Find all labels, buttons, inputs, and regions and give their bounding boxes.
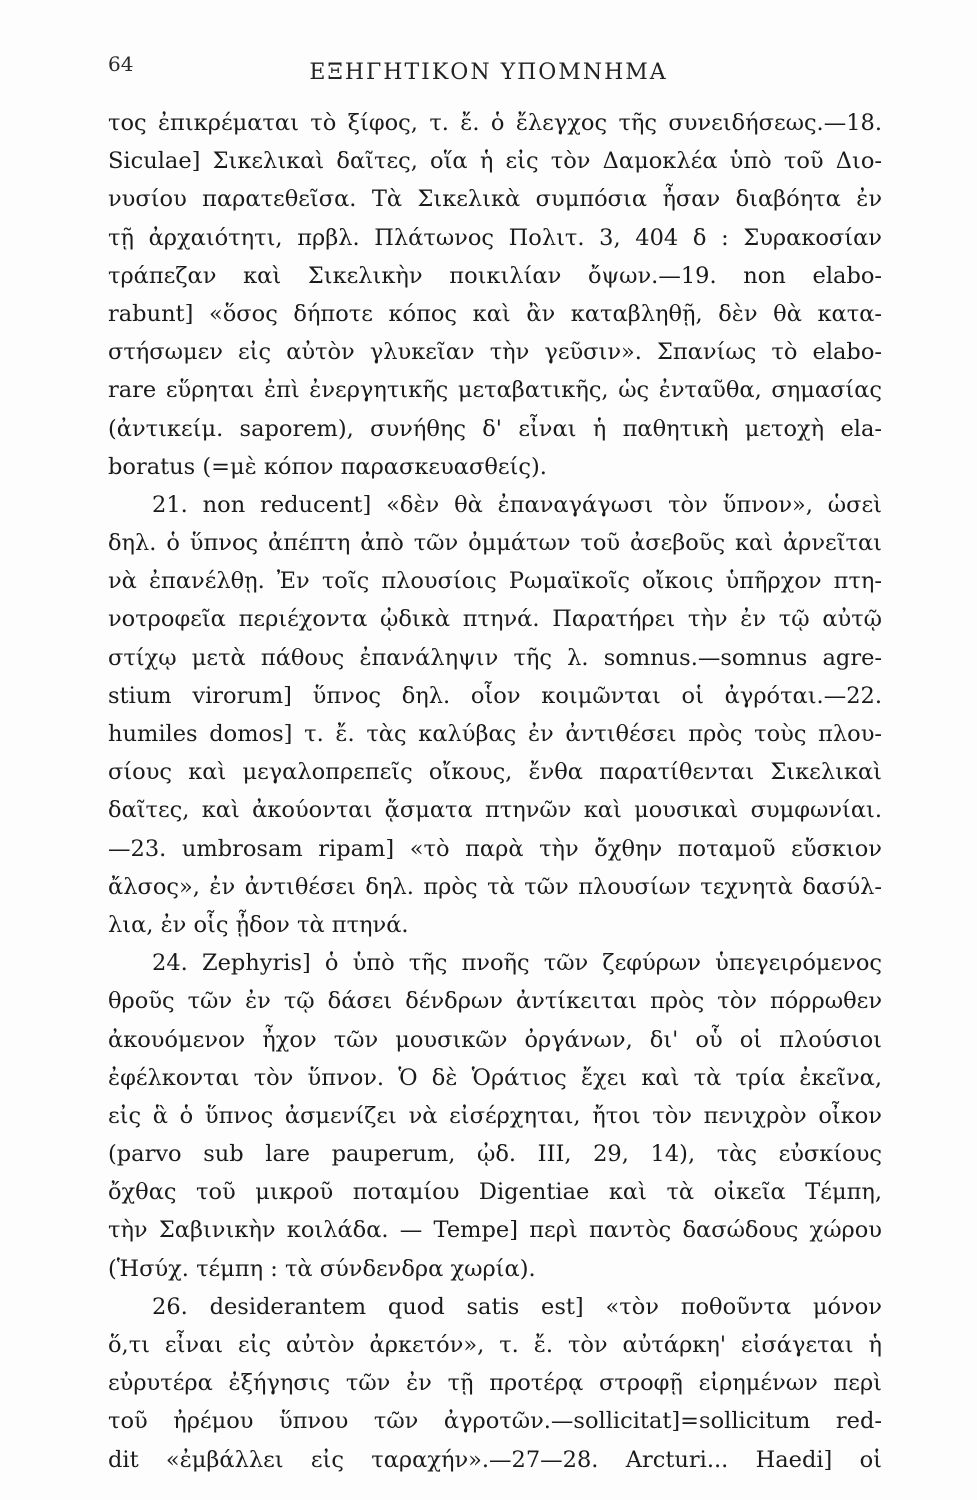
text-line: νοτροφεῖα περιέχοντα ᾠδικὰ πτηνά. Παρατήρει τὴν ἐν τῷ αὐτῷ — [108, 606, 882, 633]
text-line: τὴν Σαβινικὴν κοιλάδα. — Tempe] περὶ παντὸς δασώδους χώρου — [108, 1217, 882, 1244]
text-line: εὐρυτέρα ἐξήγησις τῶν ἐν τῇ προτέρᾳ στροφῇ εἰρημένων περὶ — [108, 1370, 882, 1397]
text-line: δηλ. ὁ ὕπνος ἀπέπτη ἀπὸ τῶν ὀμμάτων τοῦ ἀσεβοῦς καὶ ἀρνεῖται — [108, 530, 882, 557]
text-line: λια, ἐν οἷς ᾖδον τὰ πτηνά. — [108, 911, 409, 938]
running-head: ΕΞΗΓΗΤΙΚΟΝ ΥΠΟΜΝΗΜΑ — [309, 60, 668, 85]
text-line: stium virorum] ὕπνος δηλ. οἷον κοιμῶνται οἱ ἀγρόται.—22. — [108, 682, 882, 709]
commentary-text — [108, 104, 882, 1479]
text-line: νὰ ἐπανέλθῃ. Ἐν τοῖς πλουσίοις Ρωμαϊκοῖς οἴκοις ὑπῆρχον πτη- — [108, 568, 882, 595]
text-line: (ἀντικείμ. saporem), συνήθης δ' εἶναι ἡ παθητικὴ μετοχὴ ela- — [108, 415, 882, 442]
text-line: 26. desiderantem quod satis est] «τὸν ποθοῦντα μόνον — [152, 1293, 882, 1320]
text-line: νυσίου παρατεθεῖσα. Τὰ Σικελικὰ συμπόσια ἦσαν διαβόητα ἐν — [108, 186, 882, 213]
text-line: σίους καὶ μεγαλοπρεπεῖς οἴκους, ἔνθα παρατίθενται Σικελικαὶ — [108, 759, 882, 786]
text-line: τῇ ἀρχαιότητι, πρβλ. Πλάτωνος Πολιτ. 3, 404 δ : Συρακοσίαν — [108, 224, 882, 251]
text-line: 21. non reducent] «δὲν θὰ ἐπαναγάγωσι τὸν ὕπνον», ὡσεὶ — [152, 491, 882, 518]
text-line: ἄλσος», ἐν ἀντιθέσει δηλ. πρὸς τὰ τῶν πλουσίων τεχνητὰ δασύλ- — [108, 873, 882, 900]
text-line: (Ἡσύχ. τέμπη : τὰ σύνδενδρα χωρία). — [108, 1255, 536, 1282]
text-line: 24. Zephyris] ὁ ὑπὸ τῆς πνοῆς τῶν ζεφύρων ὑπεγειρόμενος — [152, 950, 882, 977]
text-line: τος ἐπικρέμαται τὸ ξίφος, τ. ἔ. ὁ ἔλεγχος τῆς συνειδήσεως.—18. — [108, 110, 882, 136]
text-line: ἐφέλκονται τὸν ὕπνον. Ὁ δὲ Ὁράτιος ἔχει καὶ τὰ τρία ἐκεῖνα, — [108, 1064, 882, 1091]
text-line: δαῖτες, καὶ ἀκούονται ᾄσματα πτηνῶν καὶ μουσικαὶ συμφωνίαι. — [108, 797, 882, 824]
text-line: (parvo sub lare pauperum, ᾠδ. III, 29, 14), τὰς εὐσκίους — [108, 1141, 882, 1168]
text-line: ὄχθας τοῦ μικροῦ ποταμίου Digentiae καὶ τὰ οἰκεῖα Τέμπη, — [108, 1179, 882, 1206]
text-line: boratus (=μὲ κόπον παρασκευασθείς). — [108, 453, 547, 480]
text-line: —23. umbrosam ripam] «τὸ παρὰ τὴν ὄχθην ποταμοῦ εὔσκιον — [108, 835, 882, 862]
text-line: humiles domos] τ. ἔ. τὰς καλύβας ἐν ἀντιθέσει πρὸς τοὺς πλου- — [108, 721, 882, 747]
page-number: 64 — [108, 52, 134, 76]
text-line: τοῦ ἠρέμου ὕπνου τῶν ἀγροτῶν.—sollicitat]=sollicitum red- — [108, 1408, 882, 1435]
text-line: ἀκουόμενον ἦχον τῶν μουσικῶν ὀργάνων, δι' οὗ οἱ πλούσιοι — [108, 1026, 882, 1053]
text-line: τράπεζαν καὶ Σικελικὴν ποικιλίαν ὄψων.—19. non elabo- — [108, 262, 882, 289]
text-line: στίχῳ μετὰ πάθους ἐπανάληψιν τῆς λ. somnus.—somnus agre- — [108, 644, 882, 671]
text-line: Siculae] Σικελικαὶ δαῖτες, οἵα ἡ εἰς τὸν Δαμοκλέα ὑπὸ τοῦ Διο- — [108, 148, 882, 175]
text-line: rabunt] «ὅσος δήποτε κόπος καὶ ἂν καταβληθῇ, δὲν θὰ κατα- — [108, 300, 882, 327]
text-line: θροῦς τῶν ἐν τῷ δάσει δένδρων ἀντίκειται πρὸς τὸν πόρρωθεν — [108, 988, 882, 1015]
text-line: dit «ἐμβάλλει εἰς ταραχήν».—27—28. Arcturi... Haedi] οἱ — [108, 1446, 882, 1473]
text-line: ὅ,τι εἶναι εἰς αὐτὸν ἀρκετόν», τ. ἔ. τὸν αὐτάρκη' εἰσάγεται ἡ — [108, 1332, 882, 1358]
text-line: εἰς ἃ ὁ ὕπνος ἀσμενίζει νὰ εἰσέρχηται, ἤτοι τὸν πενιχρὸν οἶκον — [108, 1102, 882, 1129]
text-line: στήσωμεν εἰς αὐτὸν γλυκεῖαν τὴν γεῦσιν». Σπανίως τὸ elabo- — [108, 339, 882, 366]
text-line: rare εὕρηται ἐπὶ ἐνεργητικῆς μεταβατικῆς, ὡς ἐνταῦθα, σημασίας — [108, 377, 882, 404]
